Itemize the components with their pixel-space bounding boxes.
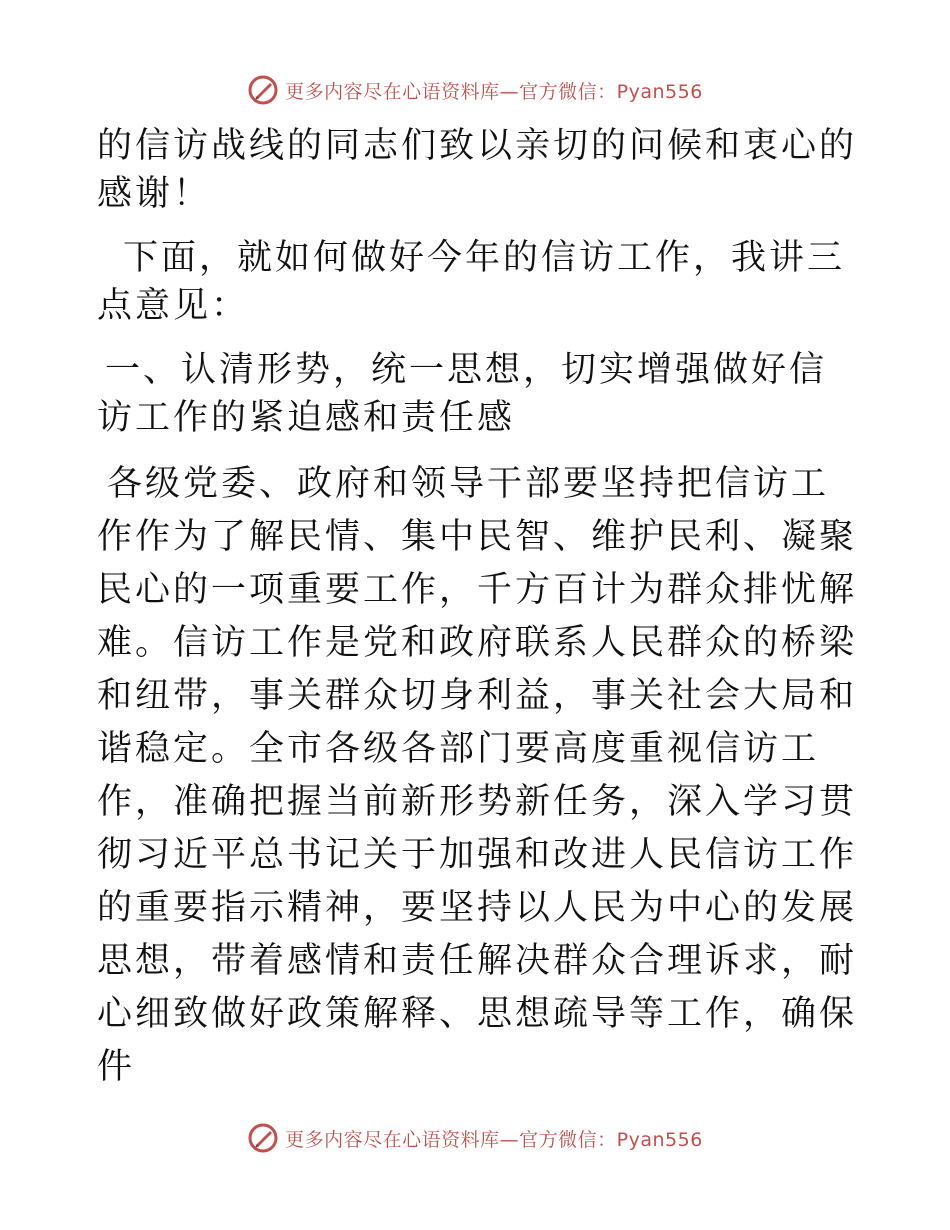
quill-pen-logo-icon xyxy=(247,74,279,106)
paragraph-3: 各级党委、政府和领导干部要坚持把信访工作作为了解民情、集中民智、维护民利、凝聚民心的一项重要工作，千方百计为群众排忧解难。信访工作是党和政府联系人民群众的桥梁和纽带，事关群众切身利益，事关社会大局和谐稳定。全市各级各部门要高度重视信访工作，准确把握当前新形势新任务，深入学习贯彻习近平总书记关于加强和改进人民信访工作的重要指示精神，要坚持以人民为中心的发展思想，带着感情和责任解决群众合理诉求，耐心细致做好政策解释、思想疏导等工作，确保件 xyxy=(97,464,858,1087)
header-watermark xyxy=(0,70,950,110)
quill-pen-logo-icon xyxy=(247,1122,279,1154)
section-heading: 一、认清形势，统一思想，切实增强做好信访工作的紧迫感和责任感 xyxy=(97,350,828,438)
footer-watermark-text: 更多内容尽在心语资料库—官方微信：Pyan556 xyxy=(285,1128,703,1151)
header-watermark-text: 更多内容尽在心语资料库—官方微信：Pyan556 xyxy=(285,80,703,103)
footer-watermark xyxy=(0,1118,950,1158)
document-body xyxy=(97,122,857,1094)
paragraph-2: 下面，就如何做好今年的信访工作，我讲三点意见： xyxy=(97,238,846,326)
paragraph-1: 的信访战线的同志们致以亲切的问候和衷心的感谢！ xyxy=(97,126,858,214)
